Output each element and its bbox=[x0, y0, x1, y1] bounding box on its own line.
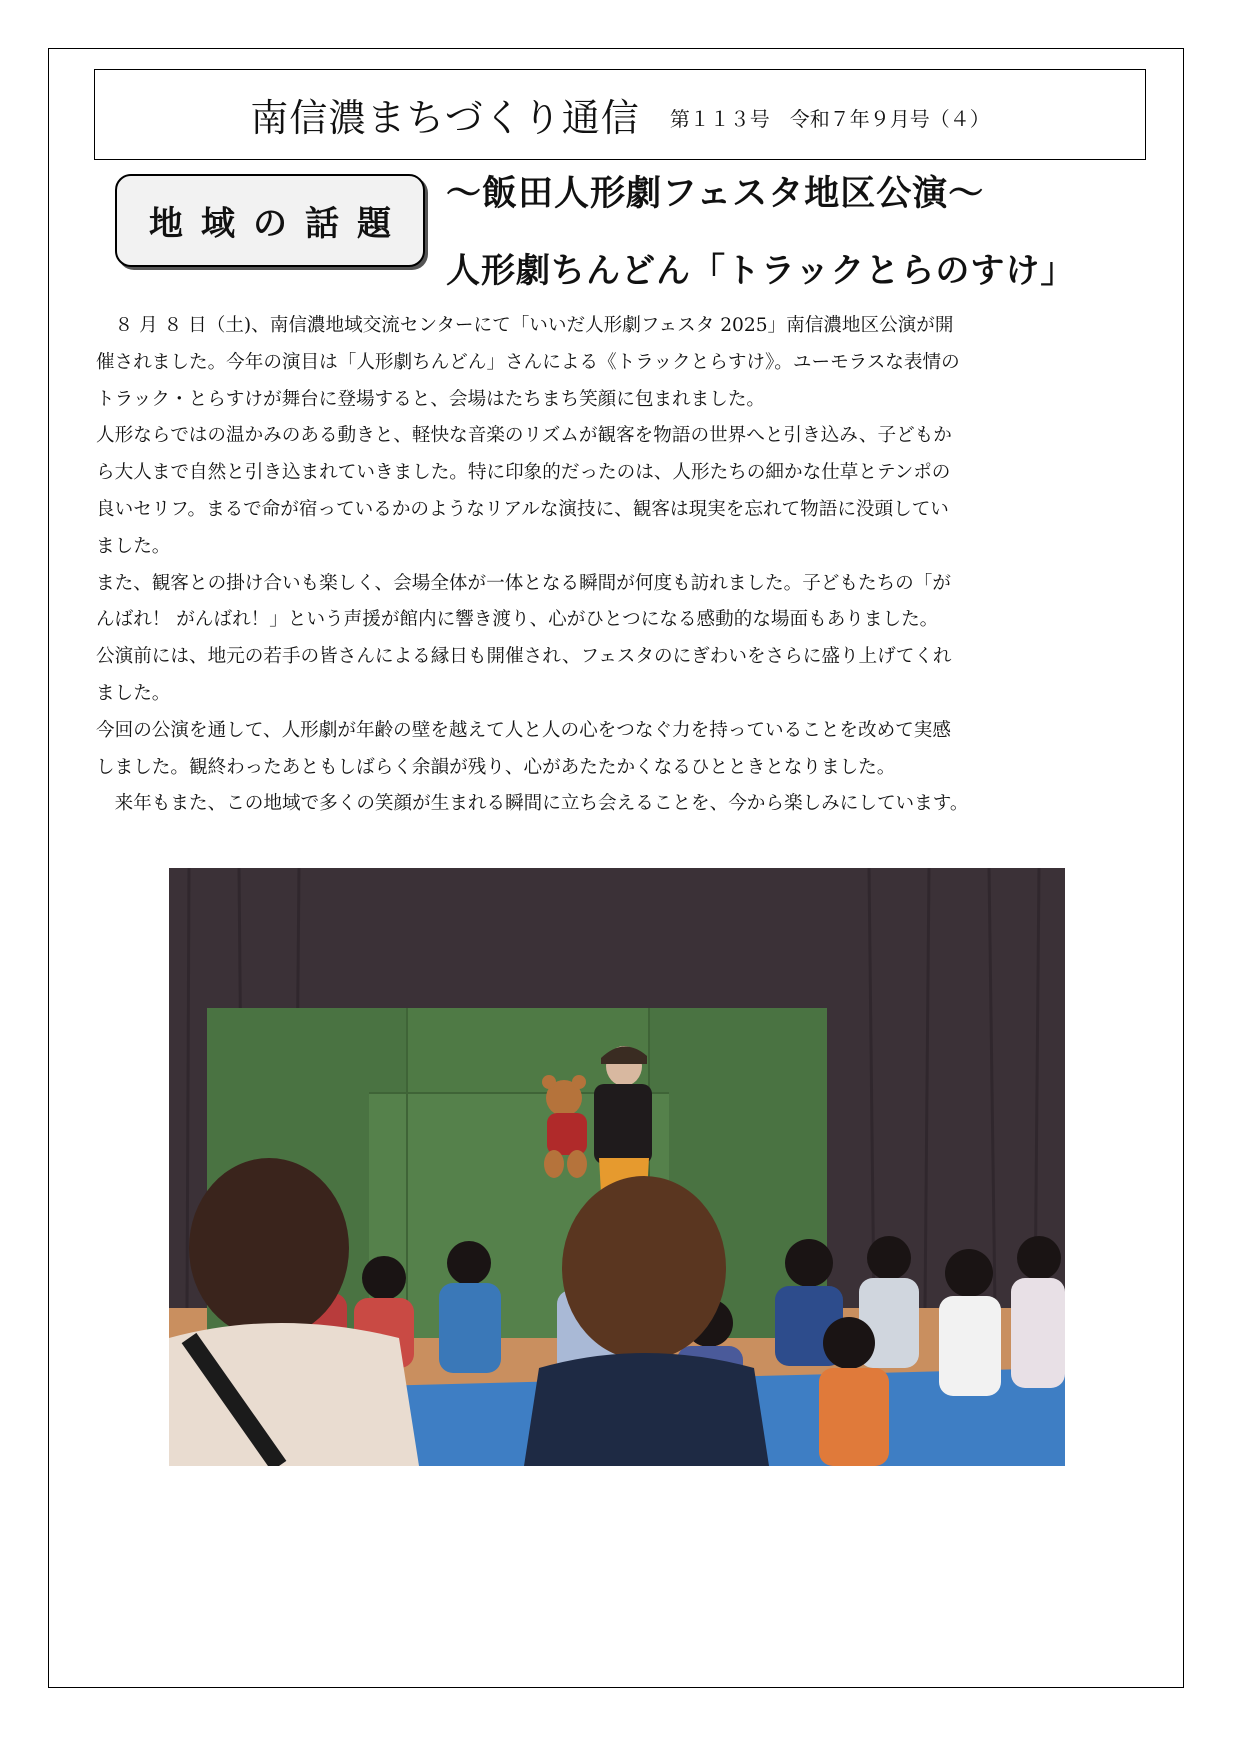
body-line: 人形ならではの温かみのある動きと、軽快な音楽のリズムが観客を物語の世界へと引き込み、子どもか bbox=[96, 425, 952, 447]
article-body bbox=[96, 308, 1146, 823]
body-line: んばれ！ がんばれ！」という声援が館内に響き渡り、心がひとつになる感動的な場面もありました。 bbox=[96, 609, 939, 631]
body-line: 公演前には、地元の若手の皆さんによる縁日も開催され、フェスタのにぎわいをさらに盛り上げてくれ bbox=[96, 646, 952, 668]
body-line: 催されました。今年の演目は「人形劇ちんどん」さんによる《トラックとらすけ》。ユーモラスな表情の bbox=[96, 351, 960, 373]
body-line: 今回の公演を通して、人形劇が年齢の壁を越えて人と人の心をつなぐ力を持っていることを改めて実感 bbox=[96, 719, 951, 741]
body-line: 来年もまた、この地域で多くの笑顔が生まれる瞬間に立ち会えることを、今から楽しみにしています。 bbox=[96, 793, 969, 815]
newsletter-title: 南信濃まちづくり通信 bbox=[250, 96, 640, 140]
body-line: ８ 月 ８ 日（土)、南信濃地域交流センターにて「いいだ人形劇フェスタ 2025」南信濃地区公演が開 bbox=[96, 315, 954, 336]
body-line: ました。 bbox=[96, 682, 171, 704]
topic-badge-label: 地域の話題 bbox=[149, 204, 409, 244]
puppet-show-photo bbox=[169, 868, 1065, 1466]
topic-badge bbox=[115, 174, 425, 267]
masthead bbox=[94, 69, 1146, 160]
issue-info: 第１１３号 令和７年９月号（４） bbox=[669, 107, 990, 131]
body-line: また、観客との掛け合いも楽しく、会場全体が一体となる瞬間が何度も訪れました。子どもたちの「が bbox=[96, 572, 951, 594]
body-line: トラック・とらすけが舞台に登場すると、会場はたちまち笑顔に包まれました。 bbox=[96, 388, 766, 410]
body-line: ました。 bbox=[96, 535, 171, 557]
article-heading-event: ～飯田人形劇フェスタ地区公演～ bbox=[446, 174, 985, 214]
body-line: しました。観終わったあともしばらく余韻が残り、心があたたかくなるひとときとなりました。 bbox=[96, 756, 896, 778]
body-line: 良いセリフ。まるで命が宿っているかのようなリアルな演技に、観客は現実を忘れて物語に没頭してい bbox=[96, 498, 949, 520]
article-heading-program: 人形劇ちんどん「トラックとらのすけ」 bbox=[446, 251, 1076, 291]
body-line: ら大人まで自然と引き込まれていきました。特に印象的だったのは、人形たちの細かな仕草とテンポの bbox=[96, 462, 951, 484]
